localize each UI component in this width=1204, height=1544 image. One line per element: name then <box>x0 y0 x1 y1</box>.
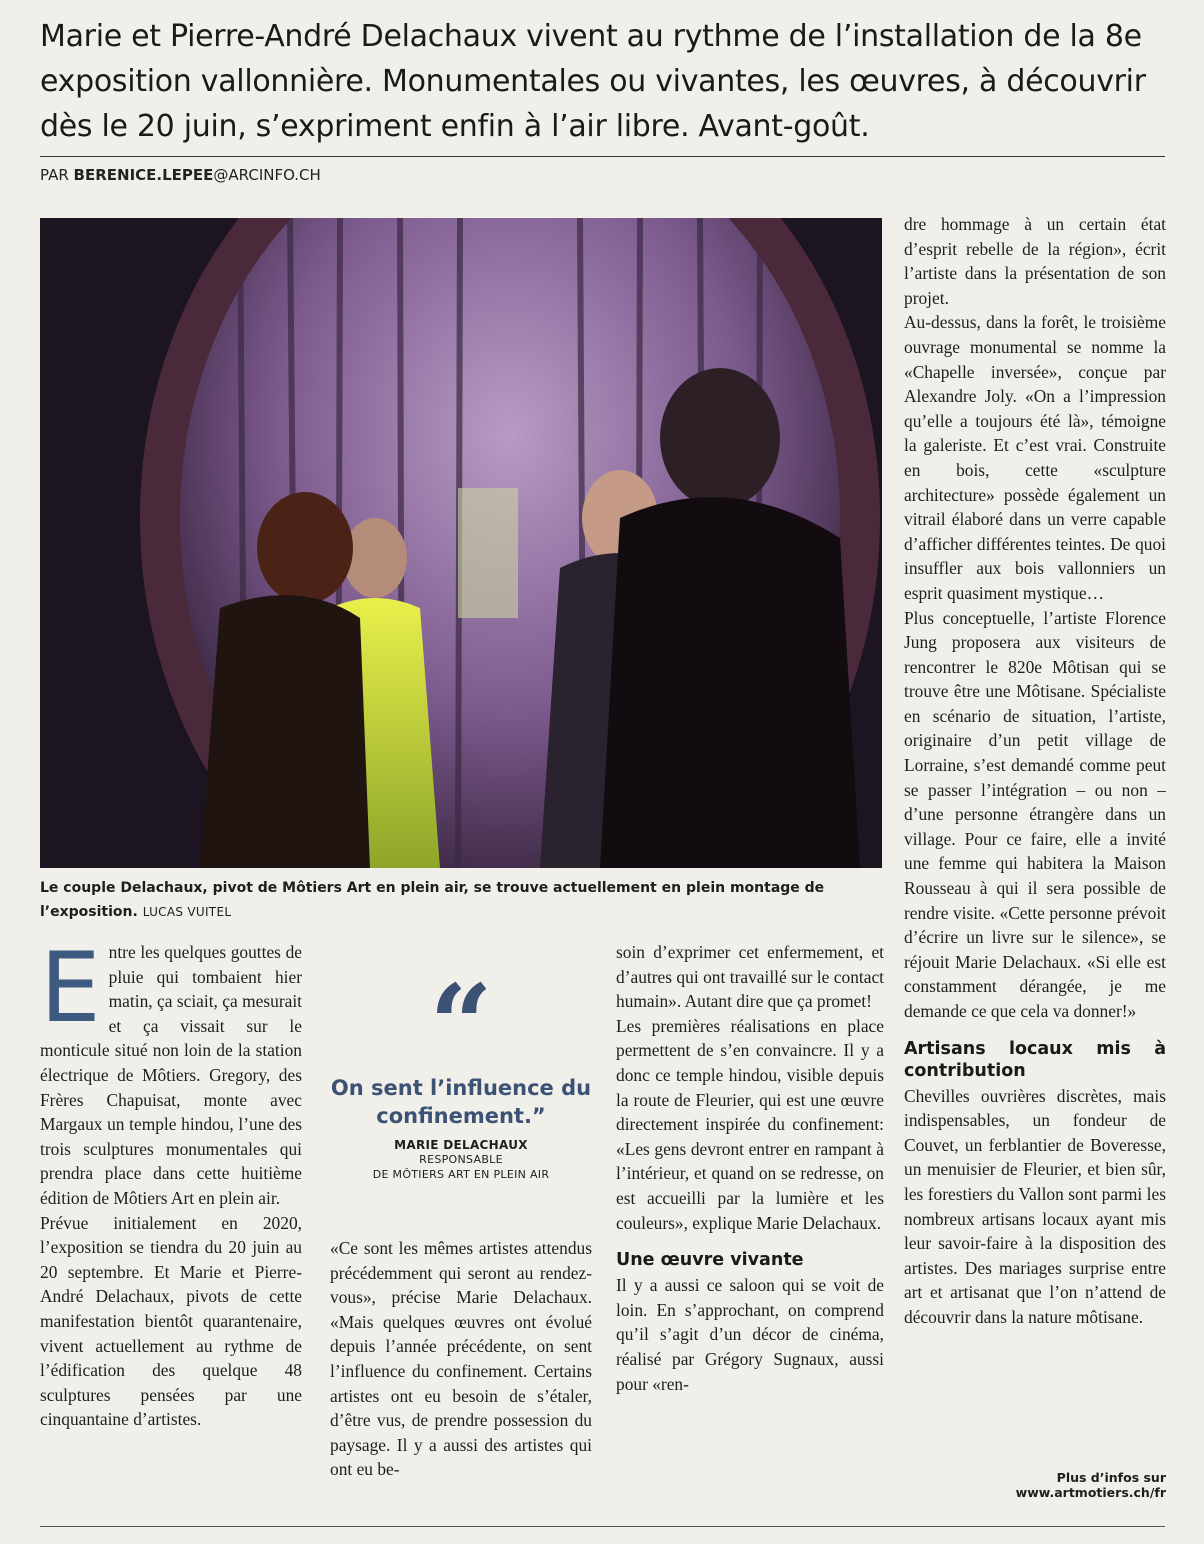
quote-text: On sent l’influence du confinement.” <box>330 1076 592 1128</box>
column-2 <box>330 1236 592 1482</box>
paragraph: Au-dessus, dans la forêt, le troisième ouvrage monumental se nomme la «Chapelle inversée», conçue par Alexandre Joly. «On a l’impression qu’elle a toujours été là», témoigne la galeriste. Et c’est vrai. Construite en bois, cette «sculpture architecture» possède également un vitrail élaboré dans un verre capable d’afficher différentes teintes. De quoi insuffler aux bois vallonniers un esprit quasiment mystique… <box>904 312 1166 603</box>
more-info-link[interactable]: Plus d’infos sur www.artmotiers.ch/fr <box>1015 1470 1166 1500</box>
byline-author: BERENICE.LEPEE <box>73 166 214 184</box>
column-4 <box>904 212 1166 1330</box>
paragraph: Les premières réalisations en place permettent de s’en convaincre. Il y a donc ce temple hindou, visible depuis la route de Fleurier, qui est une œuvre directement inspirée du confinement: «Les gens devront entrer en rampant à l’intérieur, et quand on se redresse, on est accueilli par la lumière et les couleurs», explique Marie Delachaux. <box>616 1015 884 1233</box>
paragraph: soin d’exprimer cet enfermement, et d’autres qui ont travaillé sur le contact humain». Autant dire que ça promet! <box>616 942 884 1012</box>
subheading-artisans: Artisans locaux mis à contribution <box>904 1038 1166 1081</box>
column-1 <box>40 932 302 1432</box>
caption-text: Le couple Delachaux, pivot de Môtiers Art en plein air, se trouve actuellement en plein montage de l’exposition. <box>40 880 825 920</box>
byline-prefix: PAR <box>40 166 74 184</box>
paragraph: «Ce sont les mêmes artistes attendus précédemment qui seront au rendez-vous», précise Marie Delachaux. «Mais quelques œuvres ont évolué depuis l’année précédente, on sent l’influence du confinement. Certains artistes ont eu besoin de s’étaler, d’être vus, de prendre possession du paysage. Il y a aussi des artistes qui ont eu be- <box>330 1238 592 1480</box>
paragraph: ntre les quelques gouttes de pluie qui tombaient hier matin, ça sciait, ça mesurait et ça vissait sur le monticule situé non loin de la station électrique de Môtiers. Gregory, des Frères Chapuisat, monte avec Margaux un temple hindou, l’une des trois sculptures monumentales qui prendra place dans cette huitième édition de Môtiers Art en plein air. <box>40 942 302 1208</box>
quote-mark-icon: “ <box>429 960 493 1089</box>
paragraph: dre hommage à un certain état d’esprit rebelle de la région», écrit l’artiste dans la présentation de son projet. <box>904 214 1166 308</box>
subheading-oeuvre-vivante: Une œuvre vivante <box>616 1250 804 1271</box>
paragraph: Chevilles ouvrières discrètes, mais indispensables, un fondeur de Couvet, un ferblantier de Boveresse, un menuisier de Fleurier, et bien sûr, les forestiers du Vallon sont parmi les nombreux artisans locaux ayant mis leur savoir-faire à la disposition des artistes. Des mariages surprise entre art et artisanat que l’on n’attend de découvrir dans la nature môtisane. <box>904 1085 1166 1327</box>
photo-credit: LUCAS VUITEL <box>142 905 232 919</box>
photo-caption <box>40 876 882 924</box>
paragraph: Plus conceptuelle, l’artiste Florence Jung proposera aux visiteurs de rencontrer le 820e Môtisan qui se trouve être une Môtisane. Spécialiste en scénario de situation, l’artiste, originaire d’un petit village de Lorraine, s’est demandé comme peut se passer l’intégration – ou non – d’une personne étrangère dans un village. Pour ce faire, elle a invité une femme qui habitera la Maison Rousseau à qui il sera possible de rendre visite. «Cette personne prévoit d’écrire un livre sur le silence», se réjouit Marie Delachaux. «Si elle est constamment dérangée, je me demande ce que cela va donner!» <box>904 607 1166 1021</box>
quote-role-line2: DE MÔTIERS ART EN PLEIN AIR <box>372 1168 550 1181</box>
paragraph: Prévue initialement en 2020, l’exposition se tiendra du 20 juin au 20 septembre. Et Marie et Pierre-André Delachaux, pivots de cette manifestation bientôt quarantenaire, vivent actuellement au rythme de l’édification des quelque 48 sculptures pensées par une cinquantaine d’artistes. <box>40 1212 302 1430</box>
quote-role-line1: RESPONSABLE <box>419 1153 503 1166</box>
paragraph: Il y a aussi ce saloon qui se voit de loin. En s’approchant, on comprend qu’il s’agit d’un décor de cinéma, réalisé par Grégory Sugnaux, aussi pour «ren- <box>616 1275 884 1394</box>
quote-role <box>330 1152 592 1182</box>
drop-cap: E <box>40 932 101 1044</box>
quote-author: MARIE DELACHAUX <box>394 1138 528 1152</box>
forest-scene-image <box>40 218 882 868</box>
byline <box>40 166 321 184</box>
top-rule <box>40 156 1165 157</box>
article-photo <box>40 218 882 868</box>
pull-quote <box>330 960 592 1182</box>
byline-domain: @ARCINFO.CH <box>213 166 321 184</box>
headline: Marie et Pierre-André Delachaux vivent au rythme de l’installation de la 8e exposition vallonnière. Monumentales ou vivantes, les œuvres, à découvrir dès le 20 juin, s’expriment enfin à l’air libre. Avant-goût. <box>40 19 1146 144</box>
column-3 <box>616 940 884 1396</box>
bottom-rule <box>40 1526 1165 1527</box>
